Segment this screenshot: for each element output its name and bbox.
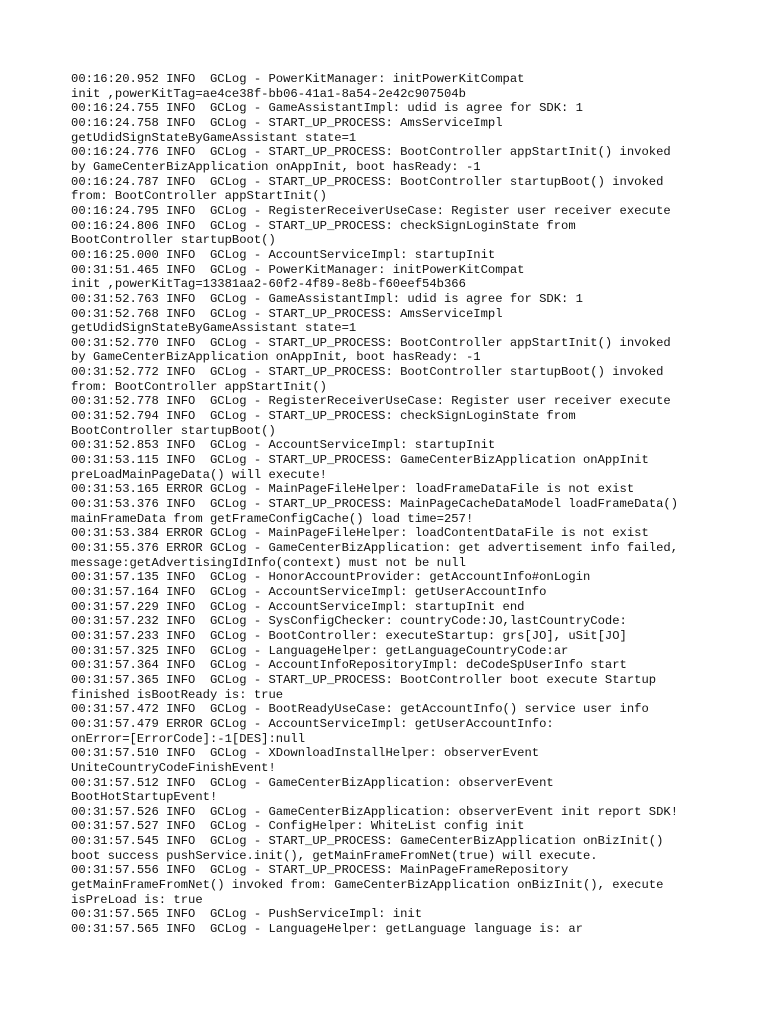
log-line: 00:31:57.233 INFO GCLog - BootController: executeStartup: grs[JO], uSit[JO] [71,628,627,643]
log-line: 00:16:24.758 INFO GCLog - START_UP_PROCESS: AmsServiceImpl getUdidSignStateByGameAssistant state=1 [71,115,503,145]
log-line: 00:31:53.165 ERROR GCLog - MainPageFileHelper: loadFrameDataFile is not exist [71,482,635,497]
log-line: 00:31:57.472 INFO GCLog - BootReadyUseCase: getAccountInfo() service user info [71,702,649,717]
log-line: 00:31:57.232 INFO GCLog - SysConfigChecker: countryCode:JO,lastCountryCode: [71,614,627,629]
log-line: 00:31:57.512 INFO GCLog - GameCenterBizApplication: observerEvent BootHotStartupEvent! [71,775,554,805]
log-line: 00:16:24.795 INFO GCLog - RegisterReceiverUseCase: Register user receiver execute [71,203,671,218]
log-line: 00:31:52.794 INFO GCLog - START_UP_PROCESS: checkSignLoginState from BootController startupBoot() [71,409,576,438]
log-line: 00:31:52.770 INFO GCLog - START_UP_PROCESS: BootController appStartInit() invoked by GameCenterBizApplication onAppInit, boot hasReady: -1 [71,335,671,365]
log-line: 00:31:52.778 INFO GCLog - RegisterReceiverUseCase: Register user receiver execute [71,394,671,409]
log-line: 00:31:52.772 INFO GCLog - START_UP_PROCESS: BootController startupBoot() invoked from: BootController appStartInit() [71,365,664,394]
log-line: 00:31:57.365 INFO GCLog - START_UP_PROCESS: BootController boot execute Startup finished isBootReady is: true [71,672,657,702]
log-line: 00:31:52.768 INFO GCLog - START_UP_PROCESS: AmsServiceImpl getUdidSignStateByGameAssistant state=1 [71,306,503,336]
log-line: 00:31:52.853 INFO GCLog - AccountServiceImpl: startupInit [71,438,496,453]
log-line: 00:31:57.164 INFO GCLog - AccountServiceImpl: getUserAccountInfo [71,584,547,599]
log-line: 00:31:53.384 ERROR GCLog - MainPageFileHelper: loadContentDataFile is not exist [71,526,649,541]
log-line: 00:31:51.465 INFO GCLog - PowerKitManager: initPowerKitCompat init ,powerKitTag=13381aa2-60f2-4f89-8e8b-f60eef54b366 [71,262,525,292]
log-line: 00:31:53.376 INFO GCLog - START_UP_PROCESS: MainPageCacheDataModel loadFrameData() mainFrameData from getFrameConfigCache() load time=257! [71,497,679,526]
log-line: 00:31:57.135 INFO GCLog - HonorAccountProvider: getAccountInfo#onLogin [71,570,591,585]
log-line: 00:31:57.545 INFO GCLog - START_UP_PROCESS: GameCenterBizApplication onBizInit() boot success pushService.init(), getMainFrameFromNet(true) will execute. [71,834,664,863]
log-line: 00:31:57.556 INFO GCLog - START_UP_PROCESS: MainPageFrameRepository getMainFrameFromNet() invoked from: GameCenterBizApplication onBizInit(), execute isPreLoad is: true [71,863,664,907]
log-line: 00:31:57.510 INFO GCLog - XDownloadInstallHelper: observerEvent UniteCountryCodeFinishEvent! [71,746,540,775]
log-line: 00:31:57.229 INFO GCLog - AccountServiceImpl: startupInit end [71,599,525,614]
log-line: 00:31:57.364 INFO GCLog - AccountInfoRepositoryImpl: deCodeSpUserInfo start [71,658,627,673]
log-line: 00:16:24.776 INFO GCLog - START_UP_PROCESS: BootController appStartInit() invoked by GameCenterBizApplication onAppInit, boot hasReady: -1 [71,145,671,174]
log-document [71,72,711,937]
log-line: 00:31:57.565 INFO GCLog - LanguageHelper: getLanguage language is: ar [71,922,583,937]
log-line: 00:31:57.479 ERROR GCLog - AccountServiceImpl: getUserAccountInfo: onError=[ErrorCode]:-1[DES]:null [71,716,554,746]
log-line: 00:31:57.527 INFO GCLog - ConfigHelper: WhiteList config init [71,819,525,834]
log-line: 00:16:24.806 INFO GCLog - START_UP_PROCESS: checkSignLoginState from BootController startupBoot() [71,218,576,248]
log-line: 00:31:52.763 INFO GCLog - GameAssistantImpl: udid is agree for SDK: 1 [71,291,583,306]
log-line: 00:31:53.115 INFO GCLog - START_UP_PROCESS: GameCenterBizApplication onAppInit preLoadMainPageData() will execute! [71,453,649,482]
log-line: 00:31:55.376 ERROR GCLog - GameCenterBizApplication: get advertisement info failed, message:getAdvertisingIdInfo(context) must not be null [71,541,679,570]
log-line: 00:16:24.787 INFO GCLog - START_UP_PROCESS: BootController startupBoot() invoked from: BootController appStartInit() [71,174,664,204]
log-line: 00:16:20.952 INFO GCLog - PowerKitManager: initPowerKitCompat init ,powerKitTag=ae4ce38f-bb06-41a1-8a54-2e42c907504b [71,72,525,101]
log-line: 00:31:57.565 INFO GCLog - PushServiceImpl: init [71,907,423,922]
log-line: 00:31:57.526 INFO GCLog - GameCenterBizApplication: observerEvent init report SDK! [71,804,679,819]
log-line: 00:16:25.000 INFO GCLog - AccountServiceImpl: startupInit [71,247,496,262]
log-line: 00:31:57.325 INFO GCLog - LanguageHelper: getLanguageCountryCode:ar [71,643,569,658]
log-line: 00:16:24.755 INFO GCLog - GameAssistantImpl: udid is agree for SDK: 1 [71,101,583,116]
